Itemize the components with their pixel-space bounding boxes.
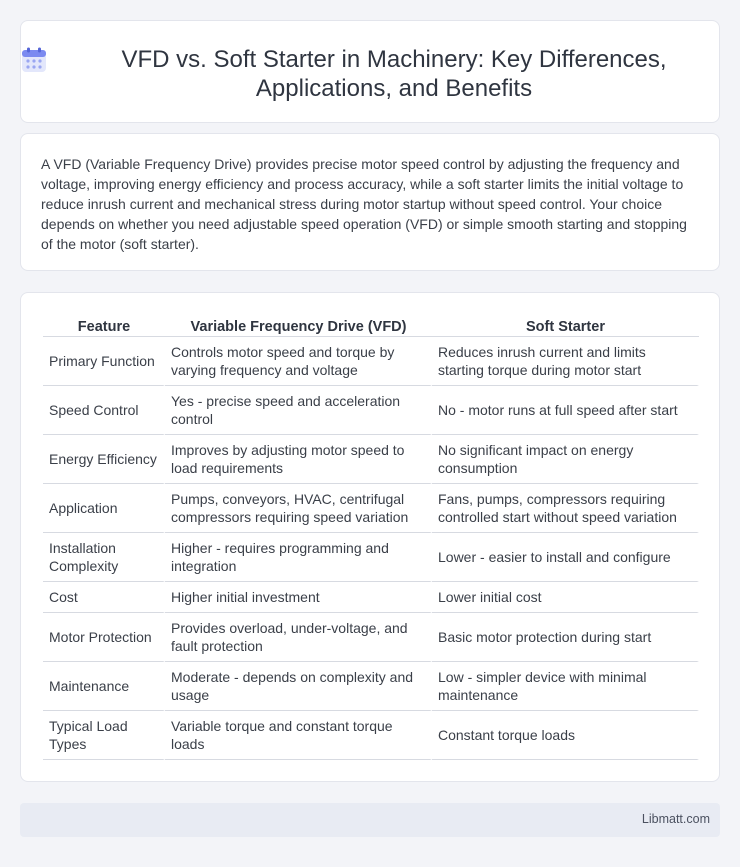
soft-starter-cell: Reduces inrush current and limits starting torque during motor start	[432, 337, 699, 386]
vfd-cell: Moderate - depends on complexity and usage	[165, 662, 432, 711]
vfd-cell: Provides overload, under-voltage, and fault protection	[165, 613, 432, 662]
column-header-feature: Feature	[43, 315, 165, 337]
feature-cell: Maintenance	[43, 662, 165, 711]
feature-cell: Installation Complexity	[43, 533, 165, 582]
footer-site-link[interactable]: Libmatt.com	[641, 812, 710, 826]
soft-starter-cell: Fans, pumps, compressors requiring controlled start without speed variation	[432, 484, 699, 533]
table-header-row	[43, 315, 699, 337]
table-row	[43, 582, 699, 613]
vfd-cell: Improves by adjusting motor speed to load requirements	[165, 435, 432, 484]
vfd-cell: Variable torque and constant torque loads	[165, 711, 432, 760]
vfd-cell: Higher initial investment	[165, 582, 432, 613]
feature-cell: Cost	[43, 582, 165, 613]
vfd-cell: Higher - requires programming and integration	[165, 533, 432, 582]
feature-cell: Typical Load Types	[43, 711, 165, 760]
calendar-icon	[21, 47, 47, 73]
table-row	[43, 662, 699, 711]
feature-cell: Motor Protection	[43, 613, 165, 662]
table-row	[43, 435, 699, 484]
vfd-cell: Controls motor speed and torque by varying frequency and voltage	[165, 337, 432, 386]
soft-starter-cell: No - motor runs at full speed after start	[432, 386, 699, 435]
footer	[20, 803, 720, 837]
soft-starter-cell: Low - simpler device with minimal maintenance	[432, 662, 699, 711]
comparison-table	[43, 315, 699, 760]
table-row	[43, 337, 699, 386]
table-row	[43, 711, 699, 760]
soft-starter-cell: Lower initial cost	[432, 582, 699, 613]
intro-card	[20, 133, 720, 271]
feature-cell: Application	[43, 484, 165, 533]
vfd-cell: Yes - precise speed and acceleration control	[165, 386, 432, 435]
feature-cell: Speed Control	[43, 386, 165, 435]
vfd-cell: Pumps, conveyors, HVAC, centrifugal compressors requiring speed variation	[165, 484, 432, 533]
feature-cell: Energy Efficiency	[43, 435, 165, 484]
title-card	[20, 20, 720, 123]
soft-starter-cell: Lower - easier to install and configure	[432, 533, 699, 582]
page-title: VFD vs. Soft Starter in Machinery: Key Differences, Applications, and Benefits	[121, 46, 667, 102]
table-row	[43, 613, 699, 662]
soft-starter-cell: Constant torque loads	[432, 711, 699, 760]
soft-starter-cell: No significant impact on energy consumption	[432, 435, 699, 484]
title-wrap	[21, 21, 719, 103]
comparison-card	[20, 292, 720, 782]
feature-cell: Primary Function	[43, 337, 165, 386]
table-row	[43, 533, 699, 582]
column-header-soft-starter: Soft Starter	[432, 315, 699, 337]
table-row	[43, 484, 699, 533]
intro-paragraph: A VFD (Variable Frequency Drive) provides precise motor speed control by adjusting the frequency and voltage, improving energy efficiency and process accuracy, while a soft starter limits the initial voltage to reduce inrush current and mechanical stress during motor startup without speed control. Your choice depends on whether you need adjustable speed operation (VFD) or simple smooth starting and stopping of the motor (soft starter).	[41, 156, 687, 252]
table-row	[43, 386, 699, 435]
column-header-vfd: Variable Frequency Drive (VFD)	[165, 315, 432, 337]
soft-starter-cell: Basic motor protection during start	[432, 613, 699, 662]
